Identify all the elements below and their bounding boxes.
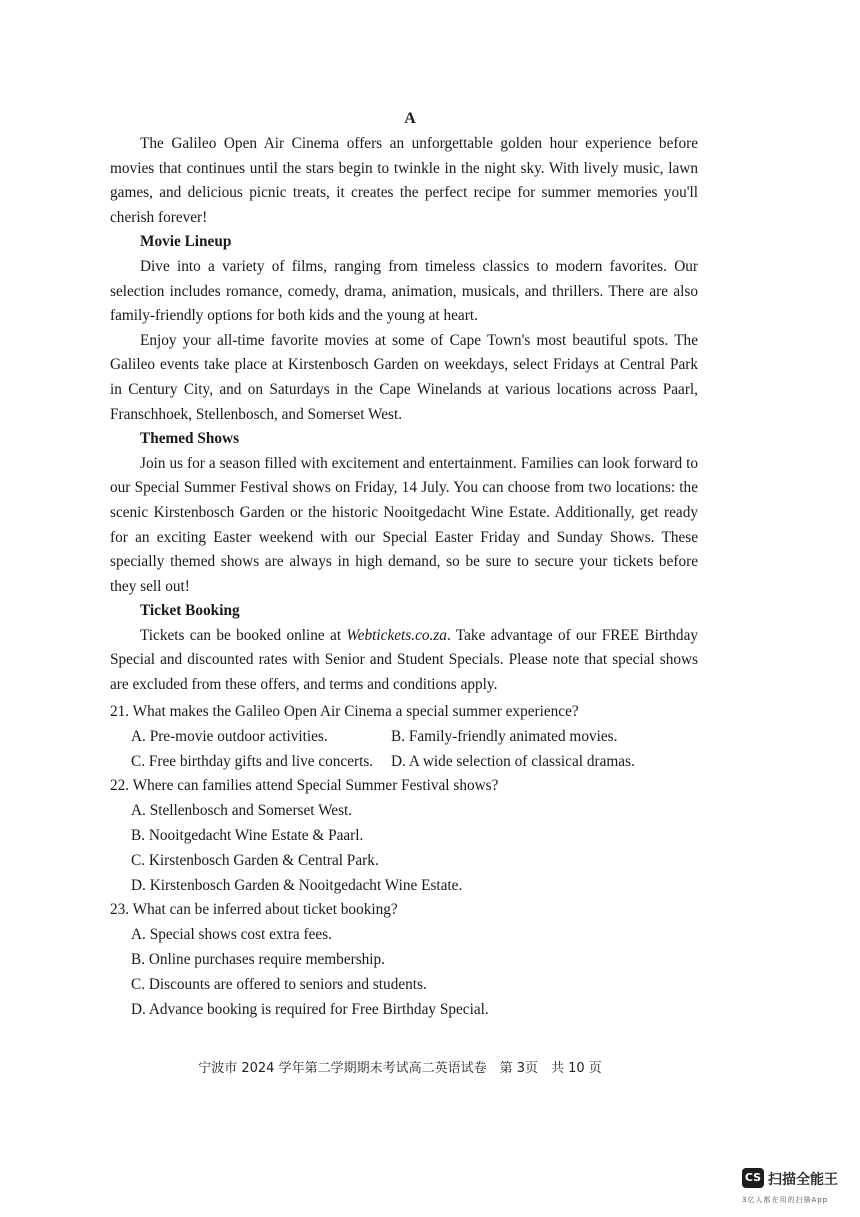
ticket-website: Webtickets.co.za	[346, 626, 447, 644]
ticket-booking-paragraph	[110, 624, 698, 698]
option-b: B. Family-friendly animated movies.	[391, 727, 618, 745]
movie-lineup-heading: Movie Lineup	[140, 233, 232, 251]
option-c: C. Free birthday gifts and live concerts.	[131, 752, 374, 770]
scanner-brand-name: 扫描全能王	[768, 1172, 838, 1188]
option-c: C. Discounts are offered to seniors and students.	[131, 975, 427, 993]
option-c: C. Kirstenbosch Garden & Central Park.	[131, 851, 379, 869]
option-grid	[110, 725, 710, 775]
scanner-tagline: 3亿人都在用的扫描App	[742, 1196, 829, 1204]
movie-lineup-paragraph-1: Dive into a variety of films, ranging from timeless classics to modern favorites. Our selection includes romance, comedy, drama, animation, musicals, and thrillers. There are also family-friendly options for both kids and the young at heart.	[110, 257, 698, 325]
section-letter: A	[404, 110, 416, 127]
themed-shows-heading: Themed Shows	[140, 430, 240, 448]
question-stem: 21. What makes the Galileo Open Air Cinema a special summer experience?	[110, 703, 579, 720]
question-21	[110, 700, 710, 774]
question-23	[110, 898, 710, 1022]
question-list	[110, 700, 710, 1022]
ticket-booking-text-end: . Take advantage of our FREE Birthday Special and discounted rates with Senior and Student Specials. Please note that special shows are excluded from these offers, and terms and conditions apply.	[110, 626, 699, 694]
option-b: B. Nooitgedacht Wine Estate & Paarl.	[131, 826, 364, 844]
option-a: A. Special shows cost extra fees.	[131, 926, 332, 944]
option-b: B. Online purchases require membership.	[131, 950, 386, 968]
scanner-watermark	[740, 1168, 848, 1208]
themed-shows-paragraph: Join us for a season filled with excitement and entertainment. Families can look forward to our Special Summer Festival shows on Friday, 14 July. You can choose from two locations: the scenic Kirstenbosch Garden or the historic Nooitgedacht Wine Estate. Additionally, get ready for an exciting Easter weekend with our Special Easter Friday and Sunday Shows. These specially themed shows are always in high demand, so be sure to secure your tickets before they sell out!	[110, 454, 698, 595]
ticket-booking-text-start: Tickets can be booked online at	[140, 626, 347, 644]
option-d: D. Advance booking is required for Free Birthday Special.	[131, 1000, 489, 1018]
reading-passage	[110, 132, 698, 698]
movie-lineup-paragraph-2: Enjoy your all-time favorite movies at some of Cape Town's most beautiful spots. The Galileo events take place at Kirstenbosch Garden on weekdays, select Fridays at Central Park in Century City, and on Saturdays in the Cape Winelands at various locations across Paarl, Franschhoek, Stellenbosch, and Somerset West.	[110, 331, 698, 423]
question-stem: 22. Where can families attend Special Summer Festival shows?	[110, 777, 499, 795]
page-footer: 宁波市 2024 学年第二学期期末考试高二英语试卷 第 3页 共 10 页	[198, 1061, 602, 1076]
option-a: A. Pre-movie outdoor activities.	[131, 727, 328, 745]
ticket-booking-heading: Ticket Booking	[140, 602, 240, 620]
option-d: D. A wide selection of classical dramas.	[391, 752, 635, 770]
question-22	[110, 774, 710, 898]
option-d: D. Kirstenbosch Garden & Nooitgedacht Wine Estate.	[131, 876, 463, 894]
camscanner-logo-icon: CS	[742, 1168, 764, 1188]
option-a: A. Stellenbosch and Somerset West.	[131, 802, 353, 820]
intro-paragraph: The Galileo Open Air Cinema offers an unforgettable golden hour experience before movies that continues until the stars begin to twinkle in the night sky. With lively music, lawn games, and delicious picnic treats, it creates the perfect recipe for summer memories you'll cherish forever!	[110, 135, 698, 226]
question-stem: 23. What can be inferred about ticket booking?	[110, 901, 398, 919]
